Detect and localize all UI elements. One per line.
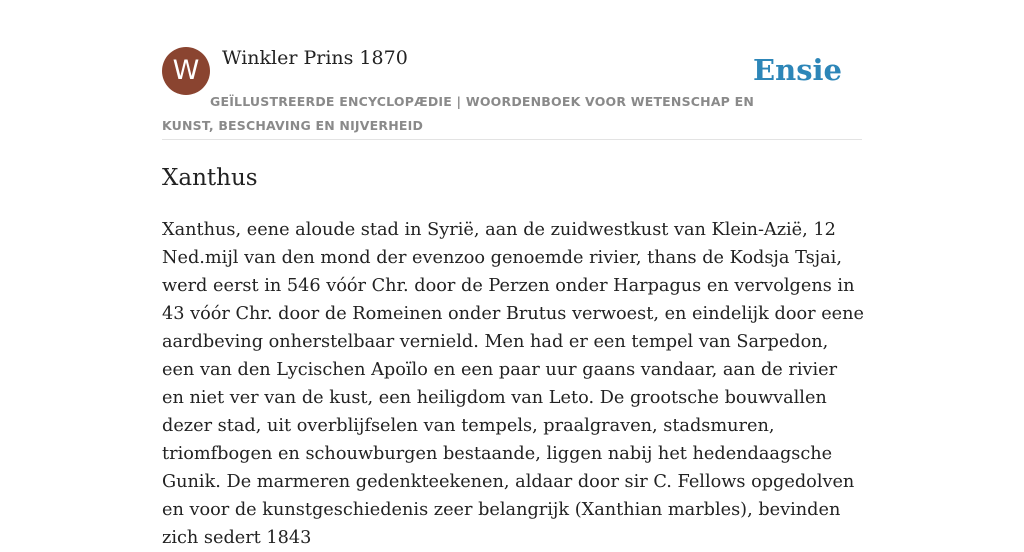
source-title[interactable]: Winkler Prins 1870 — [222, 47, 408, 69]
article-body: Xanthus, eene aloude stad in Syrië, aan de zuidwestkust van Klein-Azië, 12 Ned.mijl van den mond der evenzoo genoemde rivier, thans de Kodsja Tsjai, werd eerst in 546 vóór Chr. door de Perzen onder Harpagus en vervolgens in 43 vóór Chr. door de Romeinen onder Brutus verwoest, en eindelijk door eene aardbeving onherstelbaar vernield. Men had er een tempel van Sarpedon, een van den Lycischen Apoïlo en een paar uur gaans vandaar, aan de rivier en niet ver van de kust, een heiligdom van Leto. De grootsche bouwvallen dezer stad, uit overblijfselen van tempels, praalgraven, stadsmuren, triomfbogen en schouwburgen bestaande, liggen nabij het hedendaagsche Gunik. De marmeren gedenkteekenen, aldaar door sir C. Fellows opgedolven en voor de kunstgeschiedenis zeer belangrijk (Xanthian marbles), bevinden zich sedert 1843 — [162, 220, 864, 548]
ensie-logo[interactable]: Ensie — [753, 53, 842, 87]
article-title: Xanthus — [162, 165, 258, 191]
source-avatar[interactable]: W — [162, 47, 210, 95]
source-subtitle: GEÏLLUSTREERDE ENCYCLOPÆDIE | WOORDENBOEK VOOR WETENSCHAP EN KUNST, BESCHAVING EN NIJVERHEID — [162, 94, 755, 133]
header-divider — [162, 139, 862, 140]
